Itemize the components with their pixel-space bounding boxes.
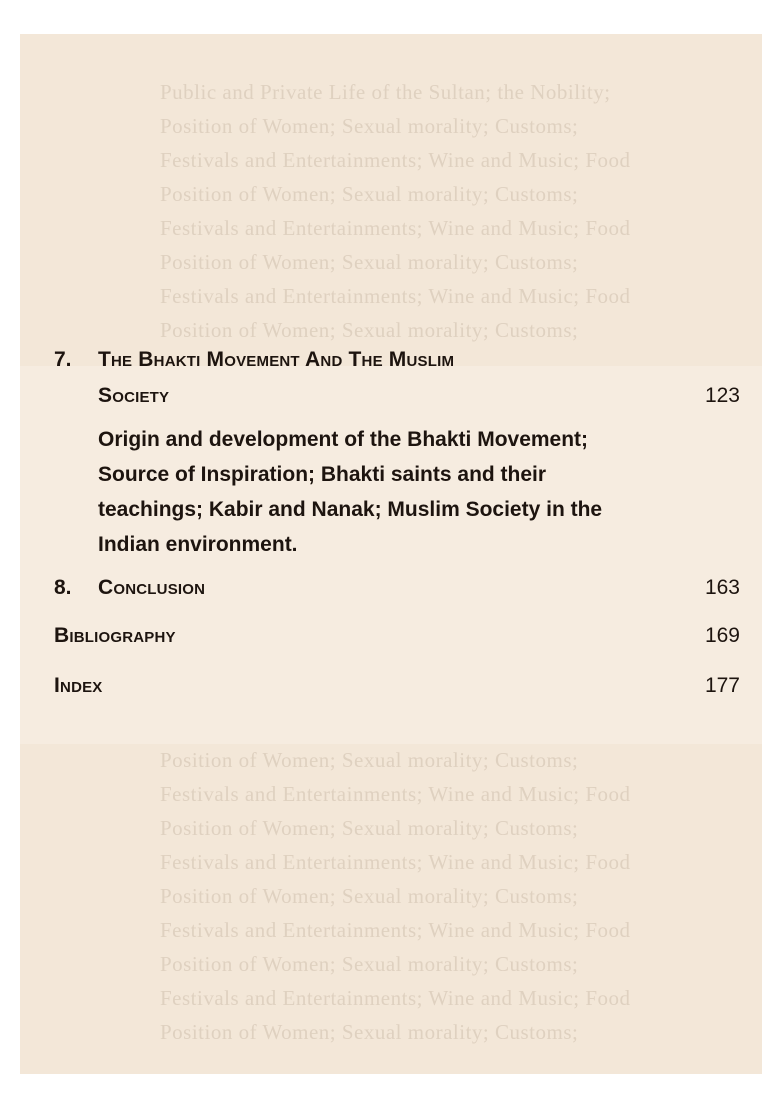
chapter-7-description <box>98 422 698 562</box>
description-line: teachings; Kabir and Nanak; Muslim Society in the <box>98 498 603 521</box>
chapter-7-title-line2: Society <box>98 384 170 407</box>
bibliography-title: Bibliography <box>54 624 176 647</box>
description-line: Origin and development of the Bhakti Movement; <box>98 428 589 451</box>
description-line: Indian environment. <box>98 533 298 556</box>
chapter-7-number: 7. <box>54 348 72 371</box>
chapter-8-title: Conclusion <box>98 576 206 599</box>
index-page-number: 177 <box>704 674 740 697</box>
chapter-8-page-number: 163 <box>704 576 740 599</box>
bibliography-page-number: 169 <box>704 624 740 647</box>
bleed-through-background: Public and Private Life of the Sultan; the Nobility; Position of Women; Sexual morality; Customs; Festivals and Entertainments; Wine and Music; Food Position of Women; Sexual morality; Customs; Festivals and Entertainments; Wine and Music; Food Position of Women; Sexual morality; Customs; Festivals and Entertainments; Wine and Music; Food Position of Women; Sexual morality; Customs; Position of Women; Sexual morality; Customs; Festivals and Entertainments; Wine and Music; Food Position of Women; Sexual morality; Customs; Festivals and Entertainments; Wine and Music; Food Position of Women; Sexual morality; Customs; Festivals and Entertainments; Wine and Music; Food Position of Women; Sexual morality; Customs; Festivals and Entertainments; Wine and Music; Food Position of Women; Sexual morality; Customs; <box>160 80 631 1044</box>
chapter-8-number: 8. <box>54 576 72 599</box>
chapter-7-title-line1: The Bhakti Movement And The Muslim <box>98 348 455 371</box>
description-line: Source of Inspiration; Bhakti saints and their <box>98 463 547 486</box>
chapter-7-page-number: 123 <box>704 384 740 407</box>
book-page <box>20 34 762 1074</box>
index-title: Index <box>54 674 103 697</box>
